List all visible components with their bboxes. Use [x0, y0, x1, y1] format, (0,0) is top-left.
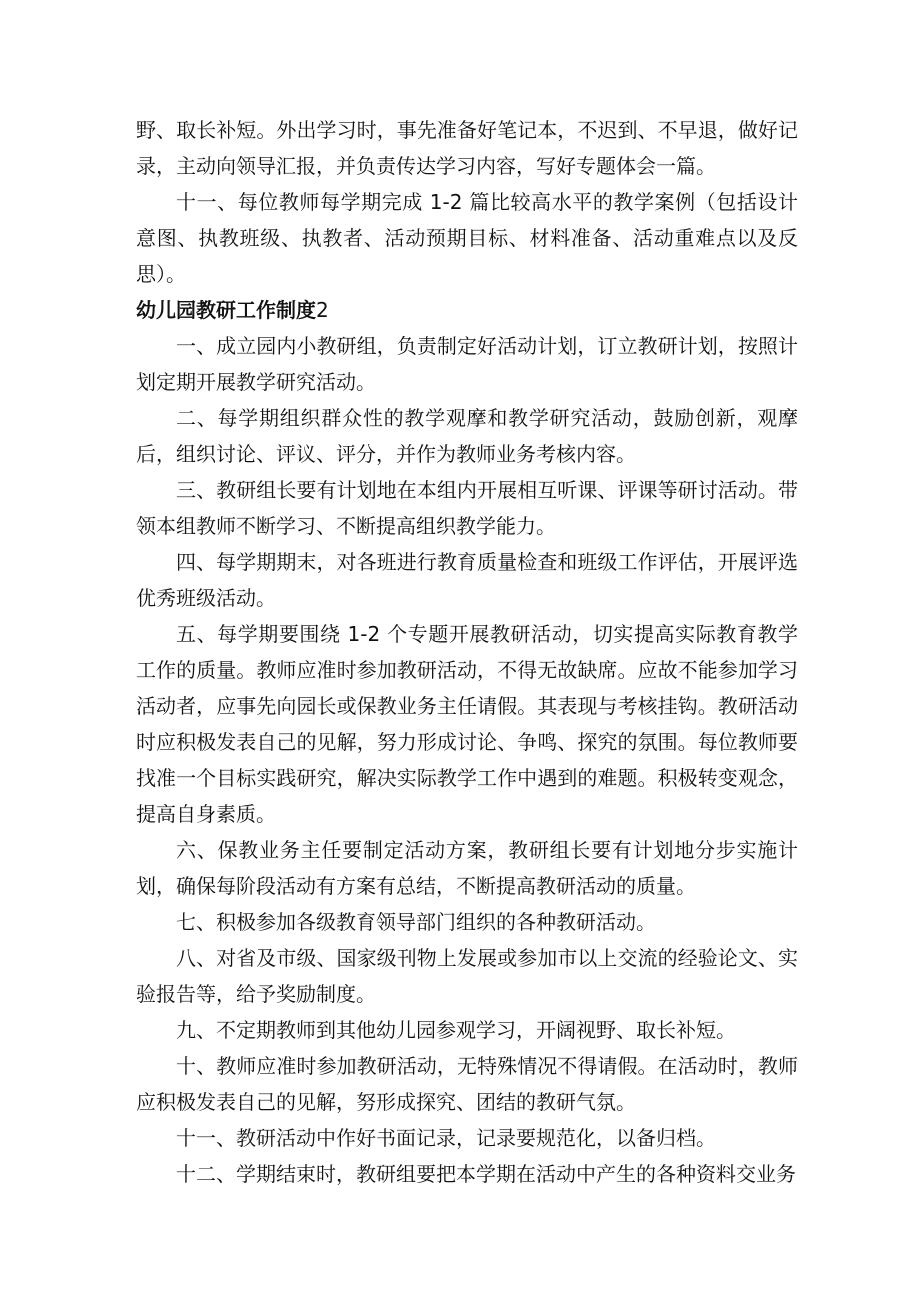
rule-item-1: 一、成立园内小教研组，负责制定好活动计划，订立教研计划，按照计划定期开展教学研究活动。 — [136, 334, 798, 394]
rule-item-11-previous: 十一、每位教师每学期完成 1-2 篇比较高水平的教学案例（包括设计意图、执教班级、执教者、活动预期目标、材料准备、活动重难点以及反思）。 — [136, 190, 798, 286]
rule-item-11: 十一、教研活动中作好书面记录，记录要规范化，以备归档。 — [176, 1126, 716, 1150]
rule-item-10: 十、教师应准时参加教研活动，无特殊情况不得请假。在活动时，教师应积极发表自己的见解，努形成探究、团结的教研气氛。 — [136, 1054, 798, 1114]
section-title: 幼儿园教研工作制度 — [136, 298, 316, 322]
rule-item-9: 九、不定期教师到其他幼儿园参观学习，开阔视野、取长补短。 — [176, 1018, 736, 1042]
rule-item-4: 四、每学期期末，对各班进行教育质量检查和班级工作评估，开展评选优秀班级活动。 — [136, 550, 798, 610]
section-heading — [136, 292, 798, 328]
rule-item-7: 七、积极参加各级教育领导部门组织的各种教研活动。 — [176, 910, 656, 934]
continuation-paragraph: 野、取长补短。外出学习时，事先准备好笔记本，不迟到、不早退，做好记录，主动向领导汇报，并负责传达学习内容，写好专题体会一篇。 — [136, 118, 798, 178]
rule-item-2: 二、每学期组织群众性的教学观摩和教学研究活动，鼓励创新，观摩后，组织讨论、评议、评分，并作为教师业务考核内容。 — [136, 406, 798, 466]
rule-item-12: 十二、学期结束时，教研组要把本学期在活动中产生的各种资料交业务 — [176, 1162, 796, 1186]
rule-item-3: 三、教研组长要有计划地在本组内开展相互听课、评课等研讨活动。带领本组教师不断学习、不断提高组织教学能力。 — [136, 478, 798, 538]
document-body — [136, 112, 798, 1192]
rule-item-5: 五、每学期要围绕 1-2 个专题开展教研活动，切实提高实际教育教学工作的质量。教师应准时参加教研活动，不得无故缺席。应故不能参加学习活动者，应事先向园长或保教业务主任请假。其表现与考核挂钩。教研活动时应积极发表自己的见解，努力形成讨论、争鸣、探究的氛围。每位教师要找准一个目标实践研究，解决实际教学工作中遇到的难题。积极转变观念，提高自身素质。 — [136, 622, 798, 826]
section-number: 2 — [316, 298, 329, 322]
rule-item-6: 六、保教业务主任要制定活动方案，教研组长要有计划地分步实施计划，确保每阶段活动有方案有总结，不断提高教研活动的质量。 — [136, 838, 798, 898]
rule-item-8: 八、对省及市级、国家级刊物上发展或参加市以上交流的经验论文、实验报告等，给予奖励制度。 — [136, 946, 798, 1006]
